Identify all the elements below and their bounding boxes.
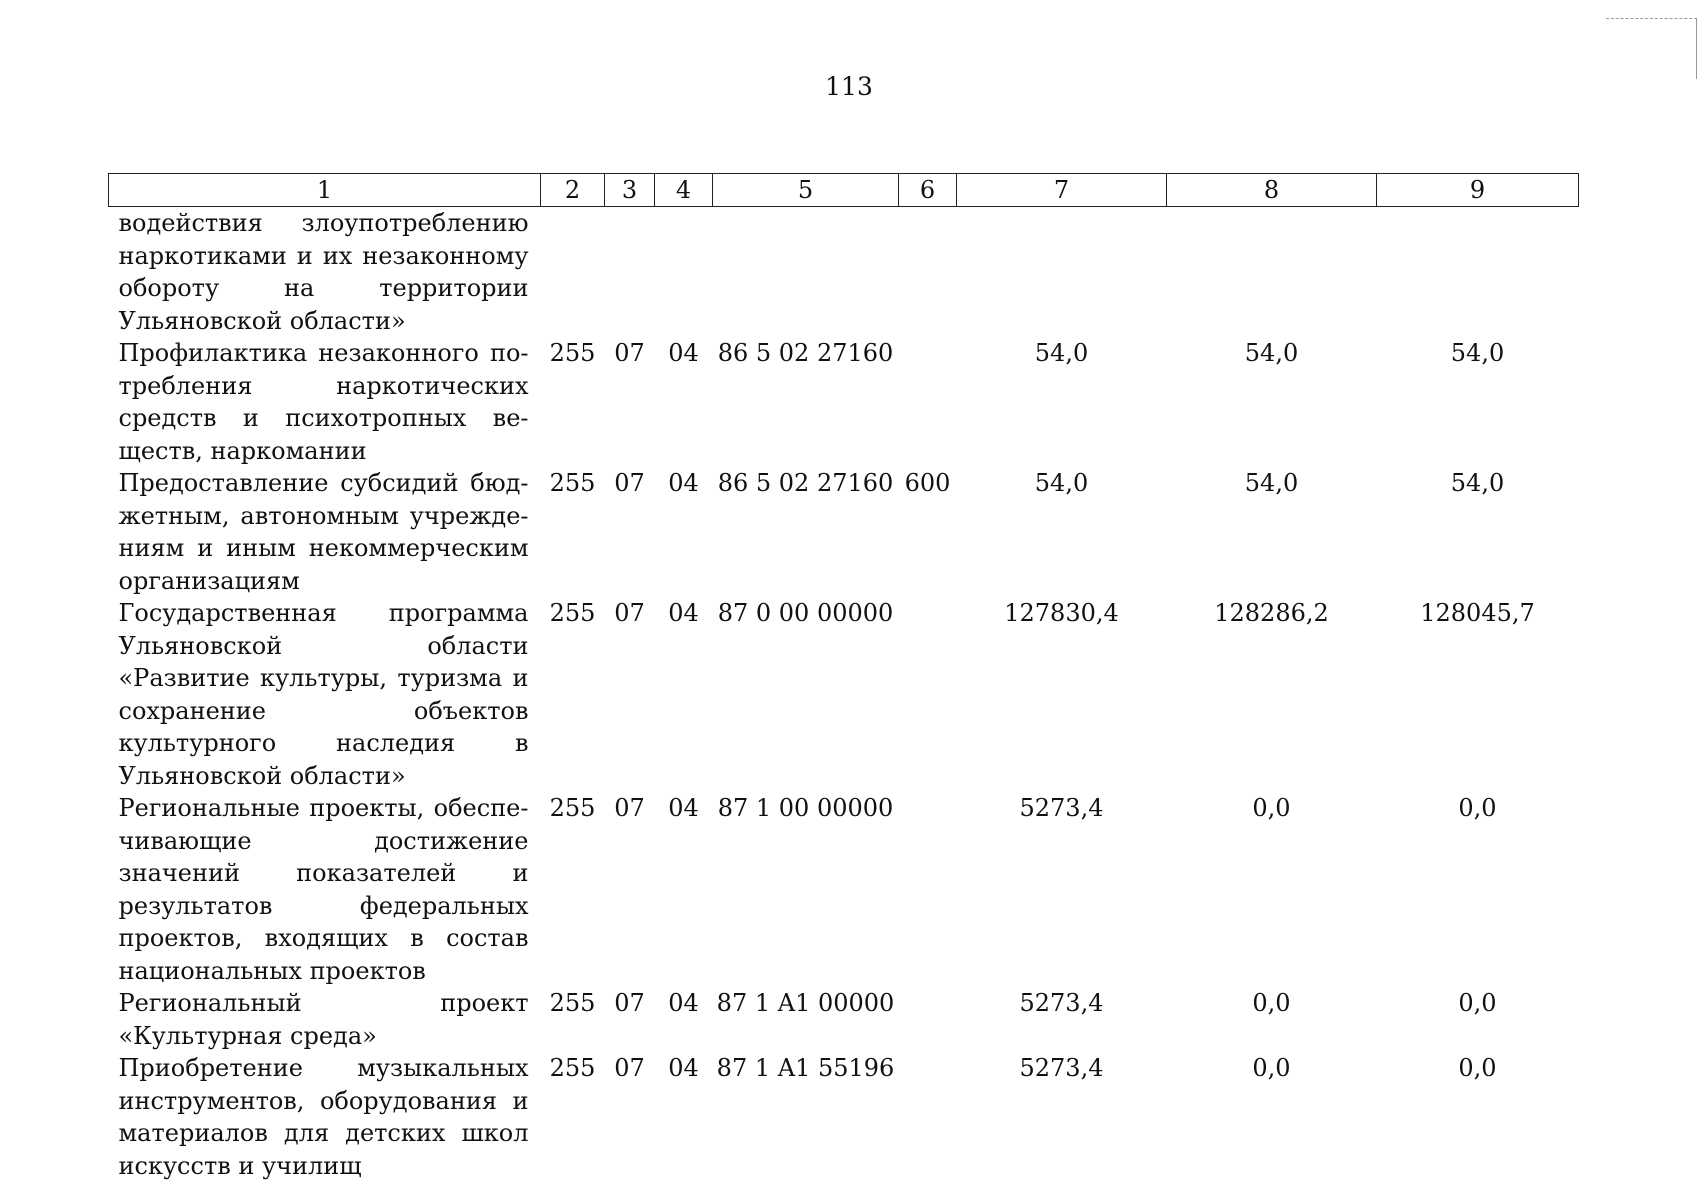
header-col-9: 9 (1377, 174, 1579, 207)
row-amount-year-3: 54,0 (1450, 469, 1505, 497)
row-name: Региональные проекты, обеспечивающие достижение значений показателей и результатов федеральных проектов, входящих в состав национальных проектов (118, 794, 529, 985)
row-amount-year-1: 54,0 (1034, 469, 1089, 497)
row-name: Предоставление субсидий бюджетным, автономным учреждениям и иным некоммерческим организациям (118, 469, 529, 595)
row-target-article: 87 1 A1 55196 (716, 1054, 895, 1082)
row-expense-type: 600 (904, 469, 951, 497)
budget-table (108, 173, 1579, 1182)
row-amount-year-2: 0,0 (1252, 794, 1291, 822)
table-row (109, 987, 1579, 1052)
row-amount-year-1: 54,0 (1034, 339, 1089, 367)
row-admin-code: 255 (549, 1054, 596, 1082)
row-target-article: 86 5 02 27160 (717, 339, 894, 367)
row-admin-code (541, 207, 605, 338)
row-amount-year-2: 128286,2 (1214, 599, 1329, 627)
header-col-4: 4 (655, 174, 713, 207)
row-target-article: 87 0 00 00000 (717, 599, 894, 627)
page-number: 113 (825, 72, 873, 101)
row-expense-type (899, 792, 957, 987)
table-row (109, 467, 1579, 597)
row-subsection-code: 04 (668, 989, 699, 1017)
row-subsection-code: 04 (668, 339, 699, 367)
row-section-code: 07 (614, 339, 645, 367)
row-name: Государственная программа Ульяновской области «Развитие культуры, туризма и сохранение объектов культурного наследия в Ульяновской области» (118, 599, 529, 790)
row-subsection-code: 04 (668, 1054, 699, 1082)
row-amount-year-3: 0,0 (1458, 794, 1497, 822)
row-admin-code: 255 (549, 599, 596, 627)
row-expense-type (899, 1052, 957, 1182)
row-subsection-code: 04 (668, 794, 699, 822)
row-subsection-code: 04 (668, 599, 699, 627)
header-col-7: 7 (957, 174, 1167, 207)
row-section-code: 07 (614, 469, 645, 497)
row-name: водействия злоупотреблению наркотиками и их незаконному обороту на территории Ульяновской области» (118, 209, 529, 335)
row-amount-year-3: 0,0 (1458, 989, 1497, 1017)
header-col-3: 3 (605, 174, 655, 207)
row-expense-type (899, 597, 957, 792)
header-col-6: 6 (899, 174, 957, 207)
table-row (109, 597, 1579, 792)
row-target-article: 87 1 A1 00000 (716, 989, 895, 1017)
row-amount-year-3: 54,0 (1450, 339, 1505, 367)
row-admin-code: 255 (549, 339, 596, 367)
row-name: Профилактика незаконного потребления наркотических средств и психотропных веществ, наркомании (118, 339, 529, 465)
row-amount-year-3 (1377, 207, 1579, 338)
row-amount-year-2: 0,0 (1252, 1054, 1291, 1082)
scan-corner-mark (1606, 18, 1697, 79)
row-admin-code: 255 (549, 989, 596, 1017)
row-subsection-code (655, 207, 713, 338)
row-expense-type (899, 337, 957, 467)
header-col-1: 1 (109, 174, 541, 207)
header-col-2: 2 (541, 174, 605, 207)
row-section-code (605, 207, 655, 338)
row-target-article: 86 5 02 27160 (717, 469, 894, 497)
table-row (109, 792, 1579, 987)
row-amount-year-1 (957, 207, 1167, 338)
table-row (109, 207, 1579, 338)
table-row (109, 1052, 1579, 1182)
row-amount-year-2: 54,0 (1244, 469, 1299, 497)
row-admin-code: 255 (549, 794, 596, 822)
row-target-article (713, 207, 899, 338)
row-amount-year-2: 54,0 (1244, 339, 1299, 367)
row-amount-year-2 (1167, 207, 1377, 338)
header-col-8: 8 (1167, 174, 1377, 207)
row-amount-year-1: 5273,4 (1019, 1054, 1104, 1082)
row-name: Региональный проект «Культурная среда» (118, 989, 529, 1050)
header-col-5: 5 (713, 174, 899, 207)
budget-table-container (108, 173, 1578, 1182)
row-name: Приобретение музыкальных инструментов, оборудования и материалов для детских школ искусств и училищ (118, 1054, 529, 1180)
row-amount-year-3: 0,0 (1458, 1054, 1497, 1082)
row-amount-year-1: 5273,4 (1019, 794, 1104, 822)
row-section-code: 07 (614, 794, 645, 822)
table-row (109, 337, 1579, 467)
row-section-code: 07 (614, 599, 645, 627)
row-target-article: 87 1 00 00000 (717, 794, 894, 822)
table-header-row (109, 174, 1579, 207)
row-section-code: 07 (614, 989, 645, 1017)
row-amount-year-3: 128045,7 (1420, 599, 1535, 627)
row-section-code: 07 (614, 1054, 645, 1082)
row-admin-code: 255 (549, 469, 596, 497)
row-expense-type (899, 207, 957, 338)
row-amount-year-2: 0,0 (1252, 989, 1291, 1017)
row-subsection-code: 04 (668, 469, 699, 497)
row-expense-type (899, 987, 957, 1052)
row-amount-year-1: 5273,4 (1019, 989, 1104, 1017)
row-amount-year-1: 127830,4 (1004, 599, 1119, 627)
